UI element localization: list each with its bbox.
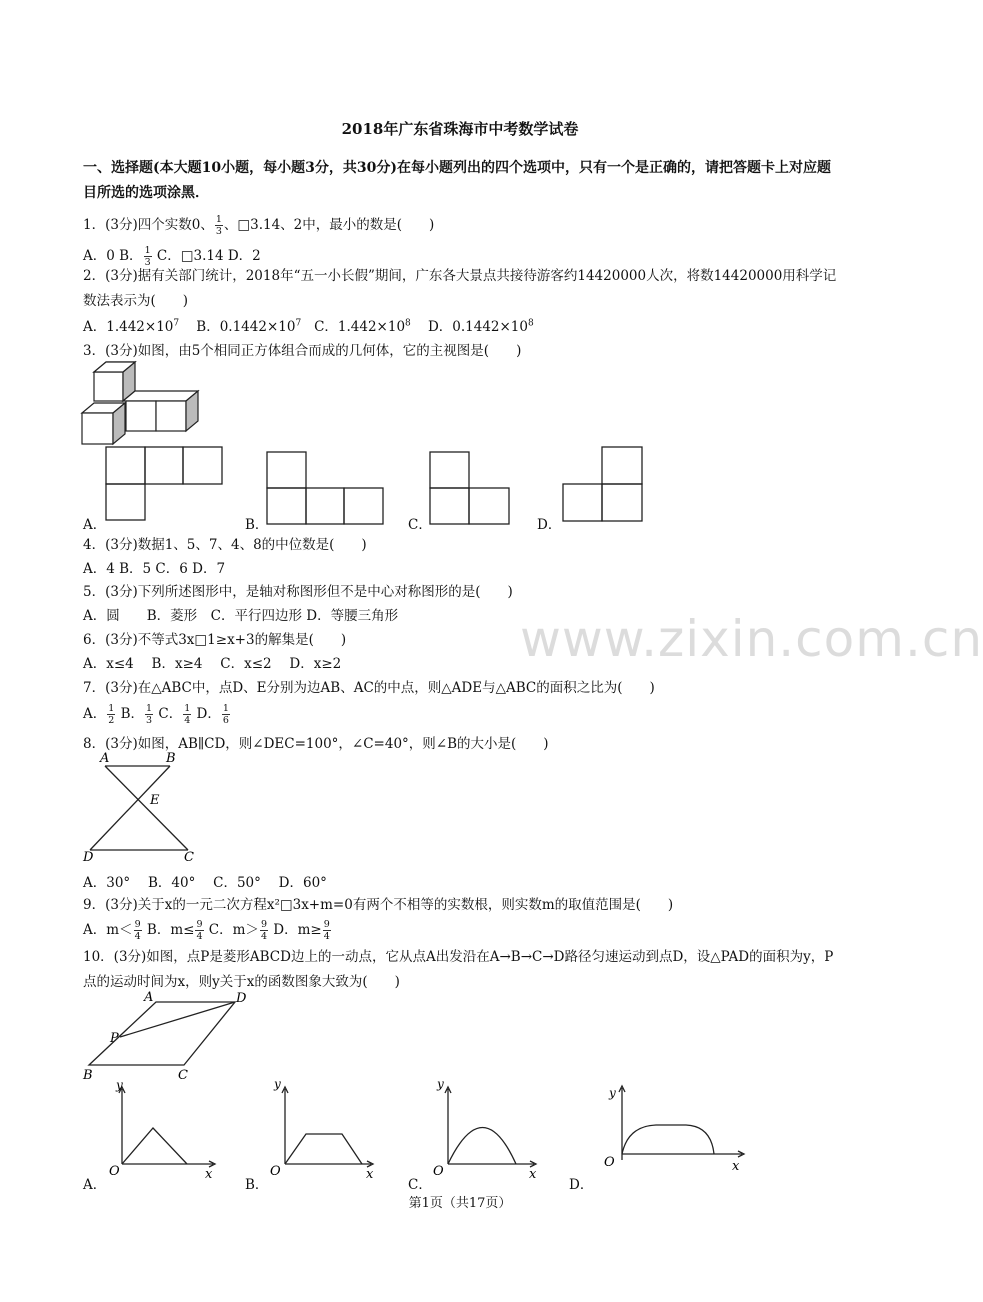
section-heading: 一、选择题(本大题10小题，每小题3分，共30分)在每小题列出的四个选项中，只有一个是正确的，请把答题卡上对应题目所选的选项涂黑． xyxy=(83,160,831,201)
page-footer: 第1页（共17页） xyxy=(408,1196,512,1211)
q10-option-a: A． xyxy=(83,1177,107,1193)
question-1 xyxy=(83,213,434,237)
q3-option-c: C． xyxy=(408,517,432,533)
question-1-options: A．0 B． $\frac{1}{3}$ C．□3.14 D．2 xyxy=(83,245,261,268)
svg-text:D: D xyxy=(236,991,247,1006)
watermark: www.zixin.com.cn xyxy=(520,610,983,668)
q3-solid-figure xyxy=(80,360,205,446)
q10-rhombus-figure xyxy=(80,990,250,1082)
q10-graph-c xyxy=(429,1076,549,1182)
question-6-options: A．x≤4 B．x≥4 C．x≤2 D．x≥2 xyxy=(83,656,342,672)
question-9-options: A．m＜ $\frac{9}{4}$ B．m≤ $\frac{9}{4}$ C．m＞ $\frac{9}{4}$ D．m≥ $\frac{9}{4}$ xyxy=(83,919,330,942)
q3-figure-d xyxy=(562,446,646,523)
q10-option-c: C． xyxy=(408,1177,432,1193)
svg-text:E: E xyxy=(150,793,160,808)
svg-text:O: O xyxy=(109,1164,120,1179)
svg-text:D: D xyxy=(83,850,94,865)
q8-figure xyxy=(80,748,205,864)
question-7: 7．(3分)在△ABC中，点D、E分别为边AB、AC的中点，则△ADE与△ABC的面积之比为( ) xyxy=(83,680,655,696)
svg-text:y: y xyxy=(609,1086,616,1100)
svg-text:A: A xyxy=(144,990,154,1005)
question-4: 4．(3分)数据1、5、7、4、8的中位数是( ) xyxy=(83,537,367,553)
q10-option-b: B． xyxy=(245,1177,269,1193)
page-title: 2018年广东省珠海市中考数学试卷 xyxy=(341,120,579,138)
question-2: 2．(3分)据有关部门统计，2018年“五一小长假”期间，广东各大景点共接待游客约14420000人次，将数14420000用科学记数法表示为( ) xyxy=(83,268,837,309)
question-4-options: A．4 B．5 C．6 D．7 xyxy=(83,561,226,577)
question-2-options: A．$1.442\times 10^7$ B．$0.1442\times 10^7$ C．$1.442\times 10^8$ D．$0.1442\times 10^8$ xyxy=(83,318,534,335)
q3-figure-a xyxy=(105,446,225,522)
q3-figure-c xyxy=(429,451,513,525)
svg-text:y: y xyxy=(437,1077,444,1091)
q1-stem-b: 、□3.14、2中，最小的数是( ) xyxy=(223,217,435,233)
q1-option-d: D．2 xyxy=(227,248,261,264)
q10-graph-d xyxy=(594,1080,754,1172)
question-8-options: A．30° B．40° C．50° D．60° xyxy=(83,875,327,891)
q1-fraction: $\frac{1}{3}$ xyxy=(215,214,222,237)
q3-option-d: D． xyxy=(537,517,562,533)
svg-text:P: P xyxy=(110,1031,119,1046)
svg-text:B: B xyxy=(166,751,176,766)
question-5: 5．(3分)下列所述图形中，是轴对称图形但不是中心对称图形的是( ) xyxy=(83,584,513,600)
svg-text:y: y xyxy=(274,1077,281,1091)
q3-option-b: B． xyxy=(245,517,269,533)
q3-option-a: A． xyxy=(83,517,107,533)
svg-text:O: O xyxy=(433,1164,444,1179)
question-7-options: A． $\frac{1}{2}$ B． $\frac{1}{3}$ C． $\frac{1}{4}$ D． $\frac{1}{6}$ xyxy=(83,703,229,726)
q3-figure-b xyxy=(266,451,386,525)
question-5-options: A．圆 B．菱形 C．平行四边形 D．等腰三角形 xyxy=(83,608,399,624)
question-9: 9．(3分)关于x的一元二次方程x²□3x+m=0有两个不相等的实数根，则实数m的取值范围是( ) xyxy=(83,897,674,913)
svg-text:C: C xyxy=(184,850,194,865)
svg-text:x: x xyxy=(366,1167,374,1182)
question-8: 8．(3分)如图，AB∥CD，则∠DEC=100°，∠C=40°，则∠B的大小是( ) xyxy=(83,736,549,752)
q10-option-d: D． xyxy=(569,1177,594,1193)
q10-graph-b xyxy=(266,1076,386,1182)
question-10: 10．(3分)如图，点P是菱形ABCD边上的一动点，它从点A出发沿在A→B→C→D路径匀速运动到点D，设△PAD的面积为y，P点的运动时间为x，则y关于x的函数图象大致为( ) xyxy=(83,949,834,990)
q1-option-b: B． xyxy=(119,248,143,264)
svg-text:x: x xyxy=(529,1167,537,1182)
question-6: 6．(3分)不等式3x□1≥x+3的解集是( ) xyxy=(83,632,347,648)
q1-option-c: C．□3.14 xyxy=(156,248,224,264)
svg-text:x: x xyxy=(732,1159,740,1174)
svg-text:x: x xyxy=(205,1167,213,1182)
svg-text:C: C xyxy=(178,1068,188,1083)
svg-text:O: O xyxy=(270,1164,281,1179)
svg-text:B: B xyxy=(83,1068,93,1083)
svg-text:A: A xyxy=(100,751,110,766)
svg-text:y: y xyxy=(116,1078,123,1092)
q1-option-a: A．0 xyxy=(83,248,115,264)
q1-stem-a: 1．(3分)四个实数0、 xyxy=(83,217,214,233)
q10-graph-a xyxy=(105,1076,225,1182)
svg-text:O: O xyxy=(604,1155,615,1170)
question-3: 3．(3分)如图，由5个相同正方体组合而成的几何体，它的主视图是( ) xyxy=(83,343,522,359)
